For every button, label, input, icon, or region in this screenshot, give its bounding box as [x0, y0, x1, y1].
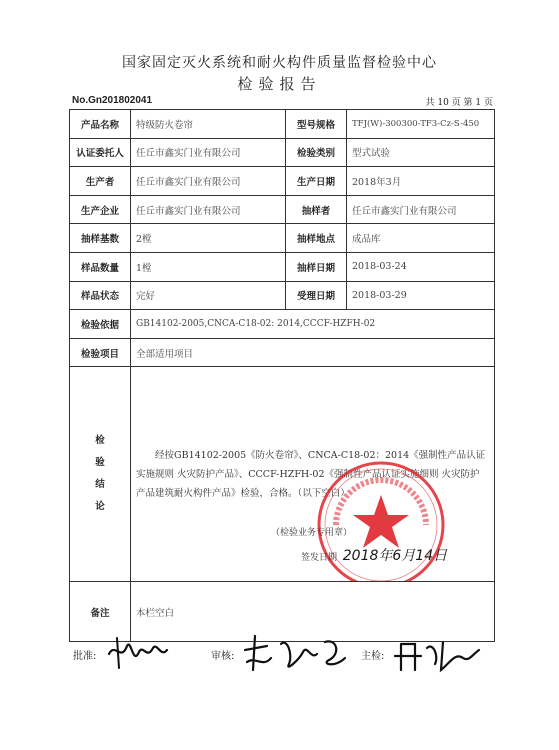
label-sample-state: 样品状态 — [70, 281, 131, 310]
org-title: 国家固定灭火系统和耐火构件质量监督检验中心 — [122, 55, 437, 71]
report-number: No.Gn201802041 — [72, 95, 153, 106]
value-remark: 本栏空白 — [131, 582, 495, 642]
value-sample-date: 2018-03-24 — [347, 252, 495, 281]
conclusion-char: 论 — [95, 501, 105, 513]
value-sampler: 任丘市鑫实门业有限公司 — [347, 195, 495, 224]
label-product-name: 产品名称 — [70, 110, 131, 139]
label-sampler: 抽样者 — [286, 195, 347, 224]
value-sample-state: 完好 — [131, 281, 286, 310]
label-client: 认证委托人 — [70, 138, 131, 167]
value-items: 全部适用项目 — [131, 338, 495, 367]
report-title: 检验报告 — [237, 75, 322, 93]
value-client: 任丘市鑫实门业有限公司 — [131, 138, 286, 167]
signature-row — [73, 632, 493, 682]
row-conclusion — [70, 367, 495, 582]
label-factory: 生产企业 — [70, 195, 131, 224]
conclusion-text: 经按GB14102-2005《防火卷帘》、CNCA-C18-02：2014《强制性产品认证实施规则 火灾防护产品》、CCCF-HZFH-02《强制性产品认证实施细则 火灾防护产品建筑耐火构件产品》检验，合格。（以下空白） — [136, 449, 486, 499]
value-prod-date: 2018年3月 — [347, 167, 495, 196]
label-sample-place: 抽样地点 — [286, 224, 347, 253]
value-basis: GB14102-2005,CNCA-C18-02: 2014,CCCF-HZFH-02 — [131, 310, 495, 339]
page-info: 共 10 页 第 1 页 — [425, 98, 493, 108]
stamp-caption: （检验业务专用章） — [271, 528, 353, 539]
label-test-type: 检验类别 — [286, 138, 347, 167]
row-product — [70, 110, 495, 139]
row-producer — [70, 167, 495, 196]
conclusion-char: 验 — [95, 457, 105, 469]
review-label: 审核: — [211, 651, 235, 662]
label-conclusion — [70, 367, 131, 582]
main-inspector-label: 主检: — [361, 651, 385, 662]
label-producer: 生产者 — [70, 167, 131, 196]
approver-signature — [103, 632, 173, 672]
conclusion-char: 结 — [95, 479, 105, 491]
row-factory — [70, 195, 495, 224]
label-sample-base: 抽样基数 — [70, 224, 131, 253]
label-remark: 备注 — [70, 582, 131, 642]
label-items: 检验项目 — [70, 338, 131, 367]
value-accept-date: 2018-03-29 — [347, 281, 495, 310]
label-prod-date: 生产日期 — [286, 167, 347, 196]
row-sample-base — [70, 224, 495, 253]
label-basis: 检验依据 — [70, 310, 131, 339]
sign-date-label: 签发日期 — [301, 553, 338, 564]
conclusion-char: 检 — [95, 435, 105, 447]
report-table — [69, 109, 495, 642]
inspector-signature — [393, 634, 483, 676]
value-product-name: 特级防火卷帘 — [131, 110, 286, 139]
label-model: 型号规格 — [286, 110, 347, 139]
conclusion-body — [131, 367, 495, 582]
label-sample-qty: 样品数量 — [70, 252, 131, 281]
sign-date — [301, 545, 447, 565]
label-accept-date: 受理日期 — [286, 281, 347, 310]
row-basis — [70, 310, 495, 339]
value-factory: 任丘市鑫实门业有限公司 — [131, 195, 286, 224]
label-sample-date: 抽样日期 — [286, 252, 347, 281]
row-items — [70, 338, 495, 367]
row-client — [70, 138, 495, 167]
reviewer-signature — [241, 630, 351, 678]
value-model: TFJ(W)-300300-TF3-Cz-S-450 — [347, 110, 495, 139]
value-sample-base: 2樘 — [131, 224, 286, 253]
value-sample-qty: 1樘 — [131, 252, 286, 281]
row-sample-qty — [70, 252, 495, 281]
value-test-type: 型式试验 — [347, 138, 495, 167]
sign-date-value: 2018年6月14日 — [342, 548, 448, 565]
approve-label: 批准: — [73, 651, 97, 662]
value-sample-place: 成品库 — [347, 224, 495, 253]
row-sample-state — [70, 281, 495, 310]
value-producer: 任丘市鑫实门业有限公司 — [131, 167, 286, 196]
